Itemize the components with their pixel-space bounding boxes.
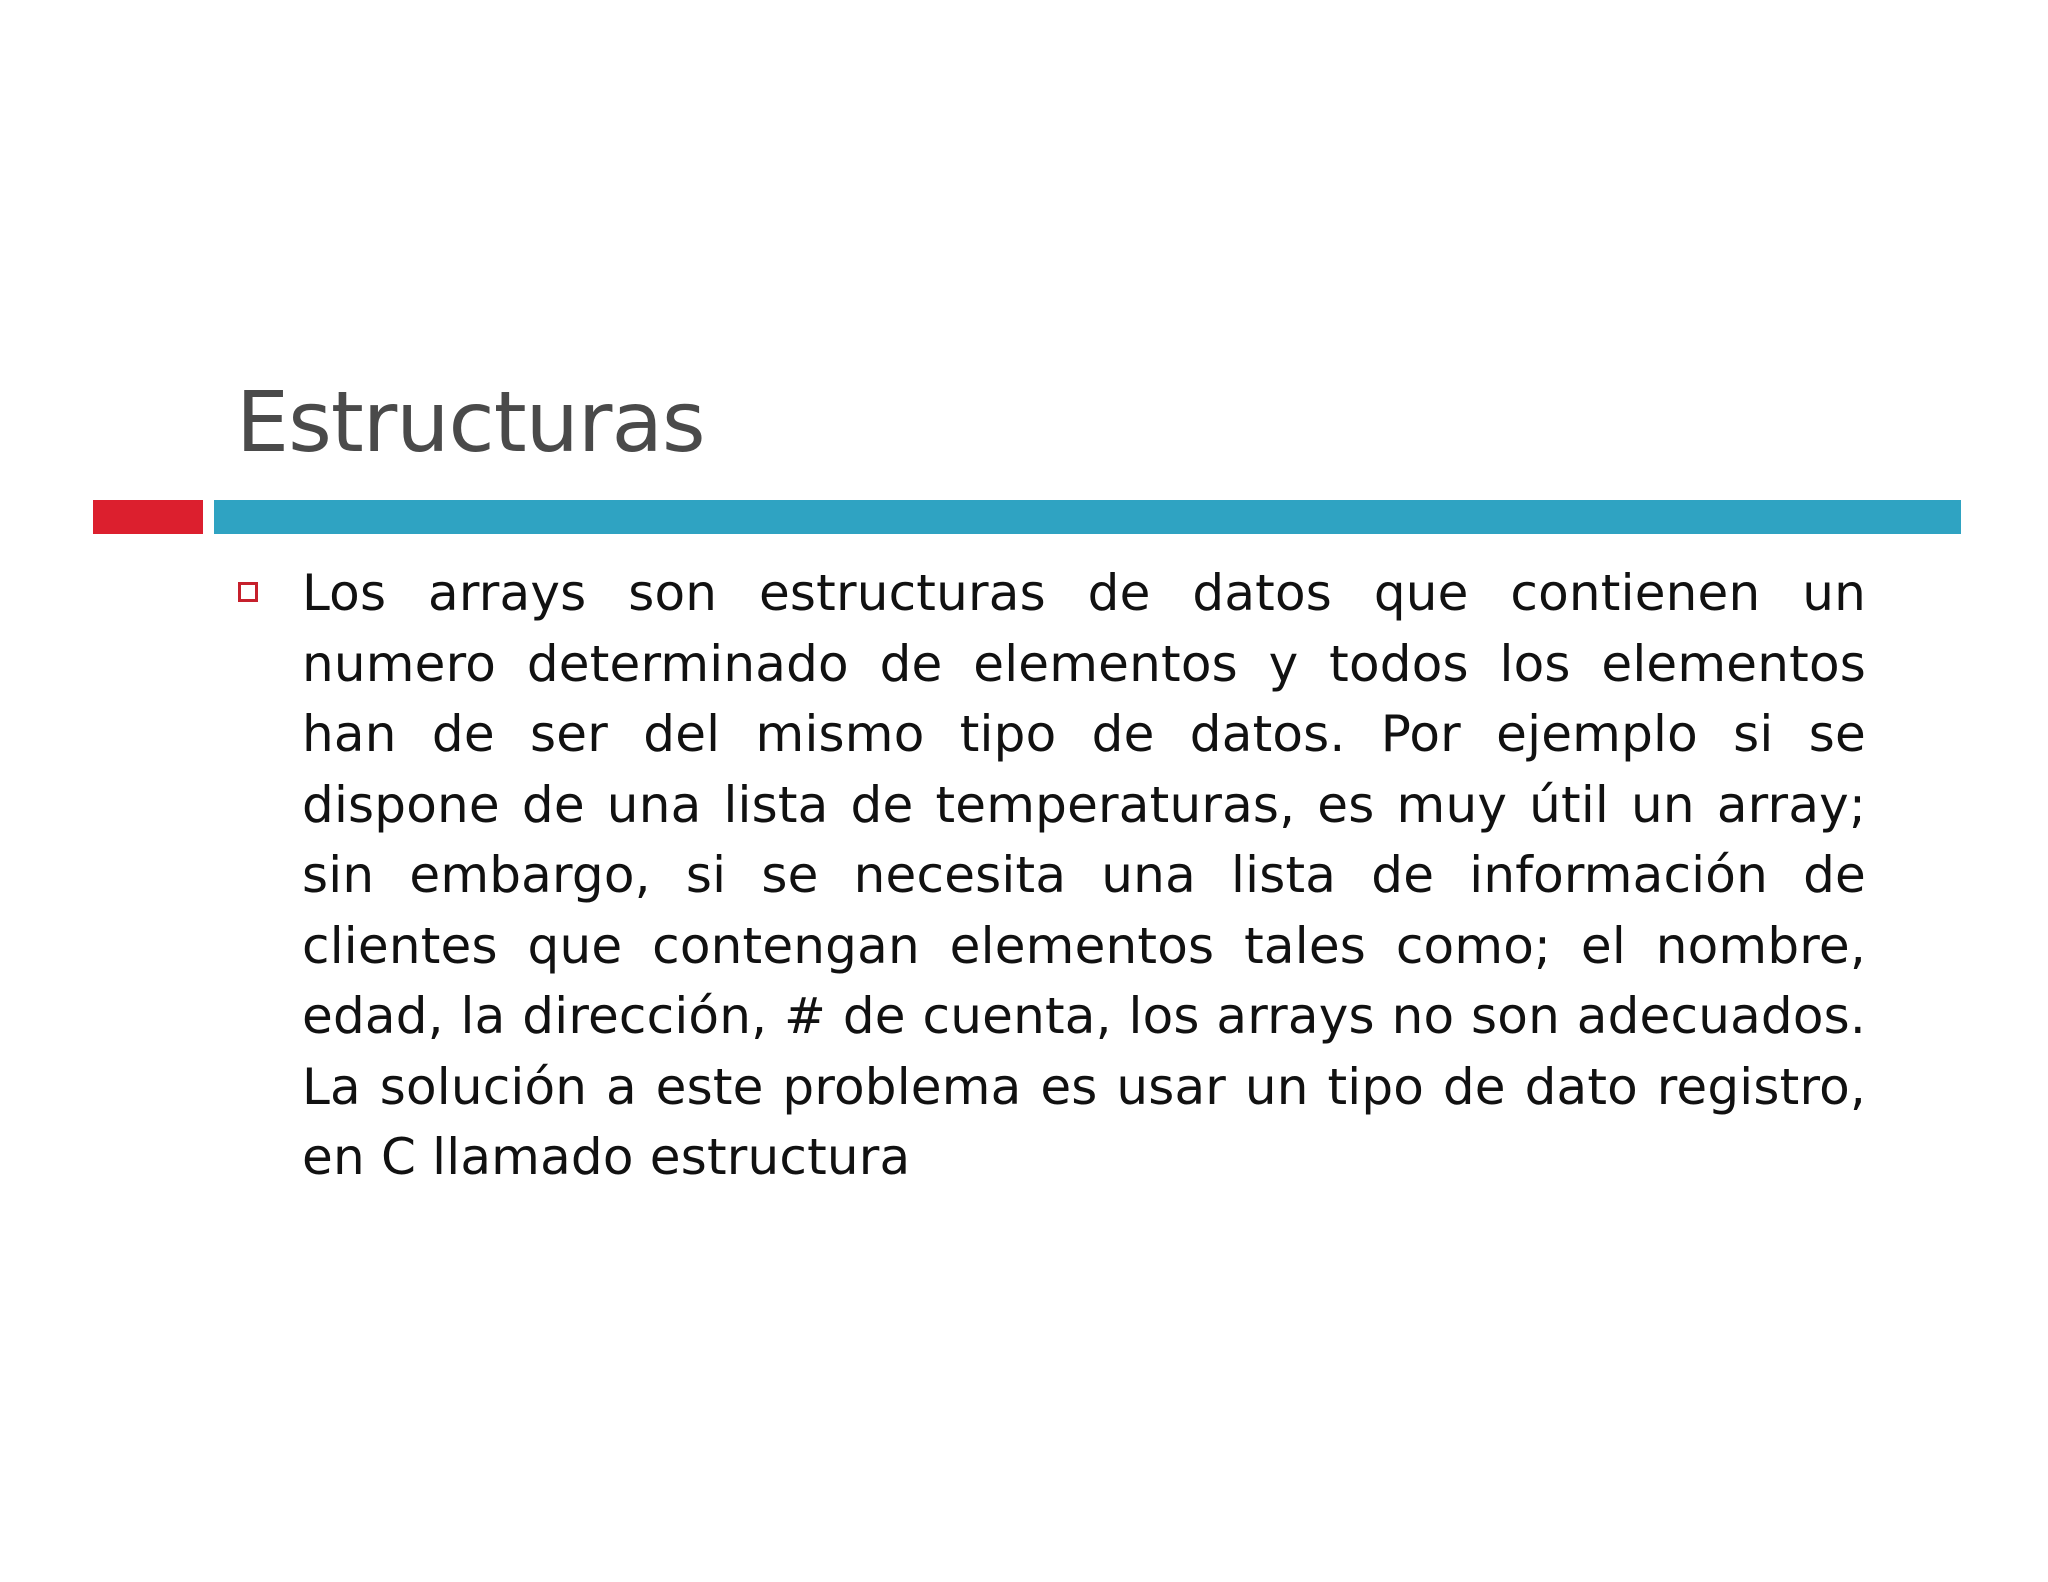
square-bullet-icon	[238, 582, 258, 602]
bullet-item	[236, 558, 1866, 1193]
bullet-list	[236, 558, 1866, 1193]
title-accent-bar-blue	[214, 500, 1961, 534]
bullet-text: Los arrays son estructuras de datos que contienen un numero determinado de elementos y todos los elementos han de ser del mismo tipo de datos. Por ejemplo si se dispone de una lista de temperaturas, es muy útil un array; sin embargo, si se necesita una lista de información de clientes que contengan elementos tales como; el nombre, edad, la dirección, # de cuenta, los arrays no son adecuados. La solución a este problema es usar un tipo de dato registro, en C llamado estructura	[302, 564, 1866, 1186]
slide-title: Estructuras	[236, 373, 705, 471]
title-accent-bar-red	[93, 500, 203, 534]
